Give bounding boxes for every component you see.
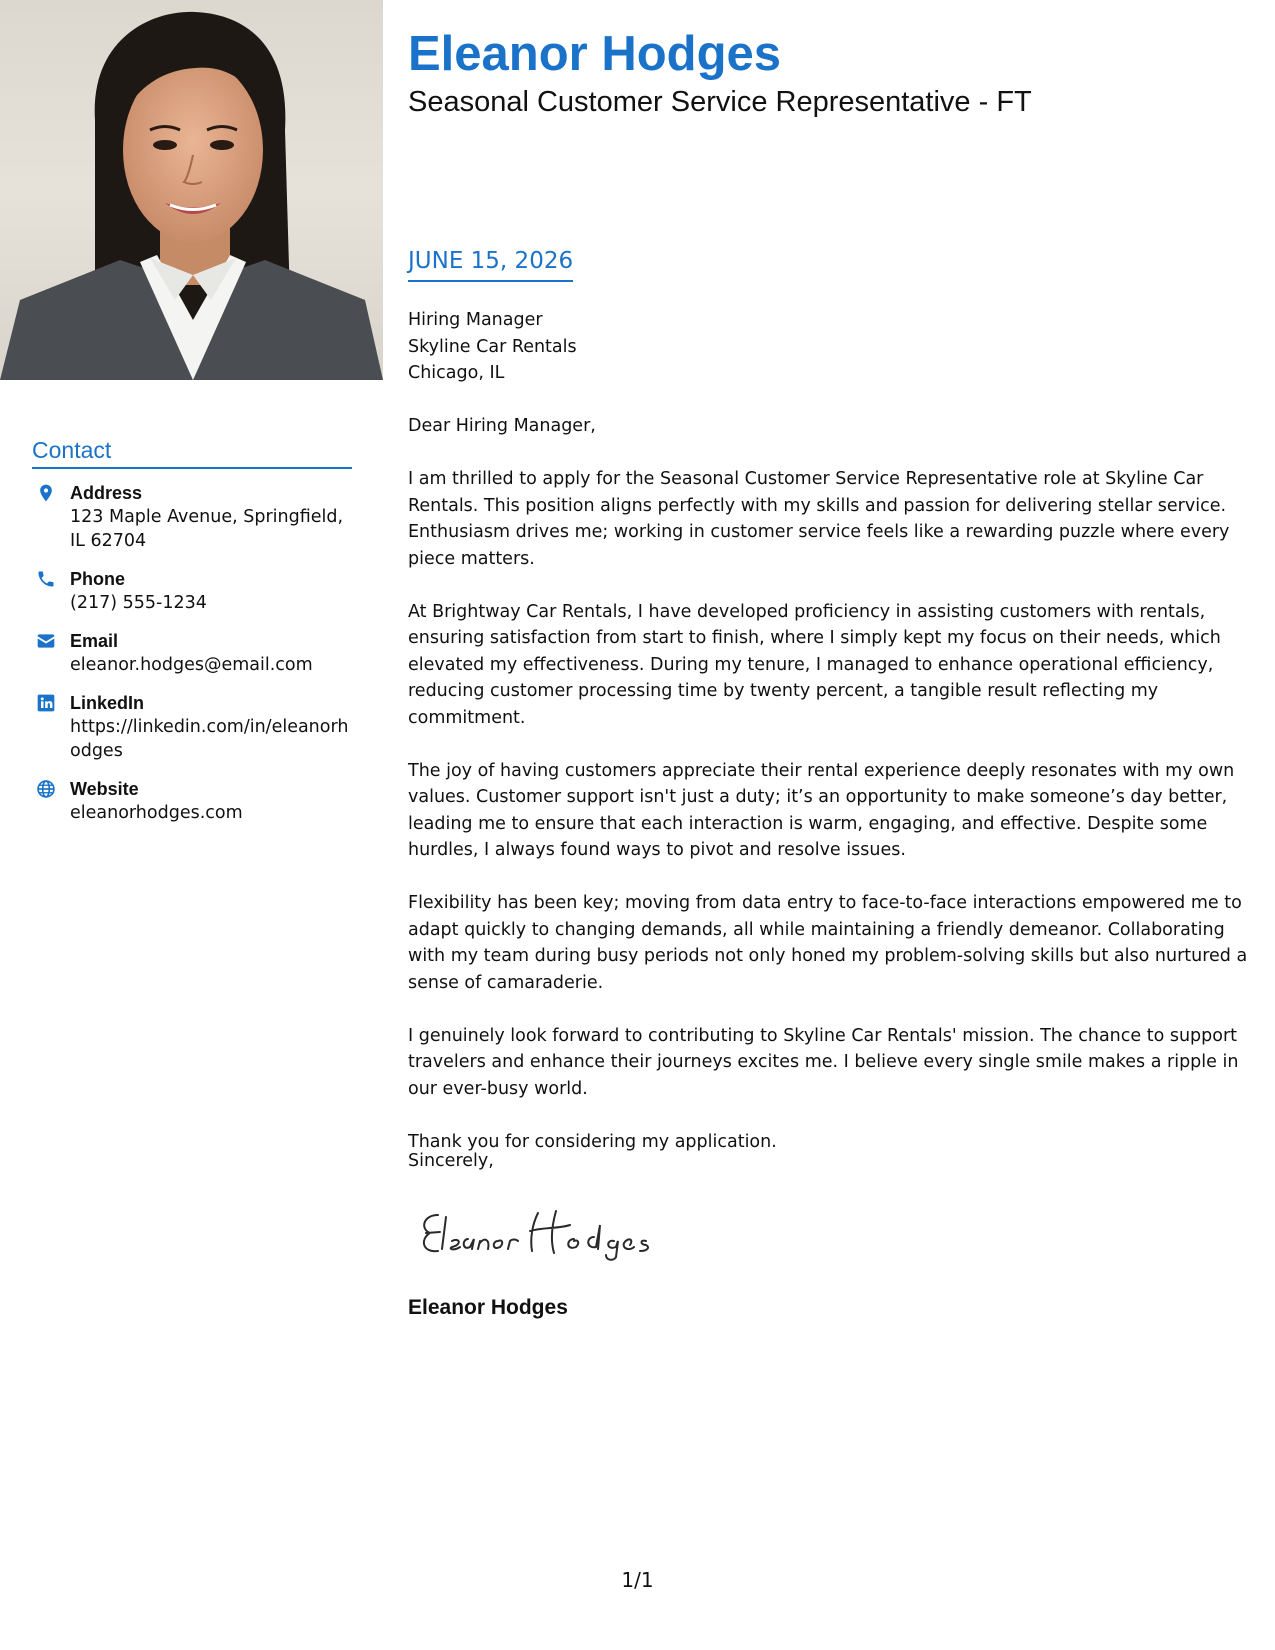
contact-item-phone bbox=[32, 567, 352, 615]
phone-icon bbox=[36, 569, 56, 589]
job-title: Seasonal Customer Service Representative - FT bbox=[408, 86, 1032, 118]
contact-heading: Contact bbox=[32, 437, 352, 469]
contact-item-linkedin bbox=[32, 691, 352, 763]
envelope-icon bbox=[36, 631, 56, 651]
contact-item-email bbox=[32, 629, 352, 677]
contact-label: Address bbox=[70, 483, 143, 503]
contact-value: (217) 555-1234 bbox=[70, 593, 207, 613]
letter-paragraph: The joy of having customers appreciate their rental experience deeply resonates with my own values. Customer support isn't just a duty; it’s an opportunity to make someone’s day better, leading me to ensure that each interaction is warm, engaging, and effective. Despite some hurdles, I always found ways to pivot and resolve issues. bbox=[408, 760, 1235, 860]
letter-paragraph: Thank you for considering my application. bbox=[408, 1131, 777, 1152]
map-pin-icon bbox=[36, 483, 56, 503]
contact-label: Email bbox=[70, 631, 119, 651]
letter-paragraph: I genuinely look forward to contributing to Skyline Car Rentals' mission. The chance to support travelers and enhance their journeys excites me. I believe every single smile makes a ripple in our ever-busy world. bbox=[408, 1025, 1239, 1099]
letter-header bbox=[408, 24, 1253, 120]
globe-icon bbox=[36, 779, 56, 799]
handwritten-signature bbox=[408, 1195, 668, 1265]
contact-sidebar bbox=[32, 437, 352, 839]
recipient-line: Skyline Car Rentals bbox=[408, 336, 577, 357]
contact-label: Phone bbox=[70, 569, 126, 589]
recipient-block bbox=[408, 307, 1258, 387]
contact-value[interactable]: https://linkedin.com/in/eleanorhodges bbox=[70, 717, 349, 761]
page-number: 1/1 bbox=[621, 1568, 654, 1592]
contact-item-address bbox=[32, 481, 352, 553]
contact-item-website bbox=[32, 777, 352, 825]
letter-body bbox=[408, 307, 1258, 1182]
portrait-illustration bbox=[0, 0, 383, 380]
recipient-line: Hiring Manager bbox=[408, 310, 543, 330]
contact-label: Website bbox=[70, 779, 139, 799]
letter-paragraph: Flexibility has been key; moving from data entry to face-to-face interactions empowered me to adapt quickly to changing demands, all while maintaining a friendly demeanor. Collaborating with my team during busy periods not only honed my problem-solving skills but also nurtured a sense of camaraderie. bbox=[408, 893, 1248, 993]
letter-paragraph: At Brightway Car Rentals, I have developed proficiency in assisting customers with rentals, ensuring satisfaction from start to finish, where I simply kept my focus on their needs, which elevated my effectiveness. During my tenure, I managed to enhance operational efficiency, reducing customer processing time by twenty percent, a tangible result reflecting my commitment. bbox=[408, 601, 1221, 728]
contact-label: LinkedIn bbox=[70, 693, 145, 713]
profile-photo bbox=[0, 0, 383, 380]
closing: Sincerely, bbox=[408, 1151, 494, 1171]
salutation: Dear Hiring Manager, bbox=[408, 416, 596, 436]
linkedin-icon bbox=[36, 693, 56, 713]
applicant-name: Eleanor Hodges bbox=[408, 27, 782, 81]
signature-name: Eleanor Hodges bbox=[408, 1296, 568, 1319]
contact-value: eleanor.hodges@email.com bbox=[70, 655, 313, 675]
recipient-line: Chicago, IL bbox=[408, 363, 505, 383]
contact-value[interactable]: eleanorhodges.com bbox=[70, 803, 243, 823]
letter-paragraph: I am thrilled to apply for the Seasonal Customer Service Representative role at Skyline Car Rentals. This position aligns perfectly with my skills and passion for delivering stellar service. Enthusiasm drives me; working in customer service feels like a rewarding puzzle where every piece matters. bbox=[408, 469, 1230, 569]
contact-value: 123 Maple Avenue, Springfield, IL 62704 bbox=[70, 507, 344, 551]
letter-date: JUNE 15, 2026 bbox=[408, 248, 573, 282]
